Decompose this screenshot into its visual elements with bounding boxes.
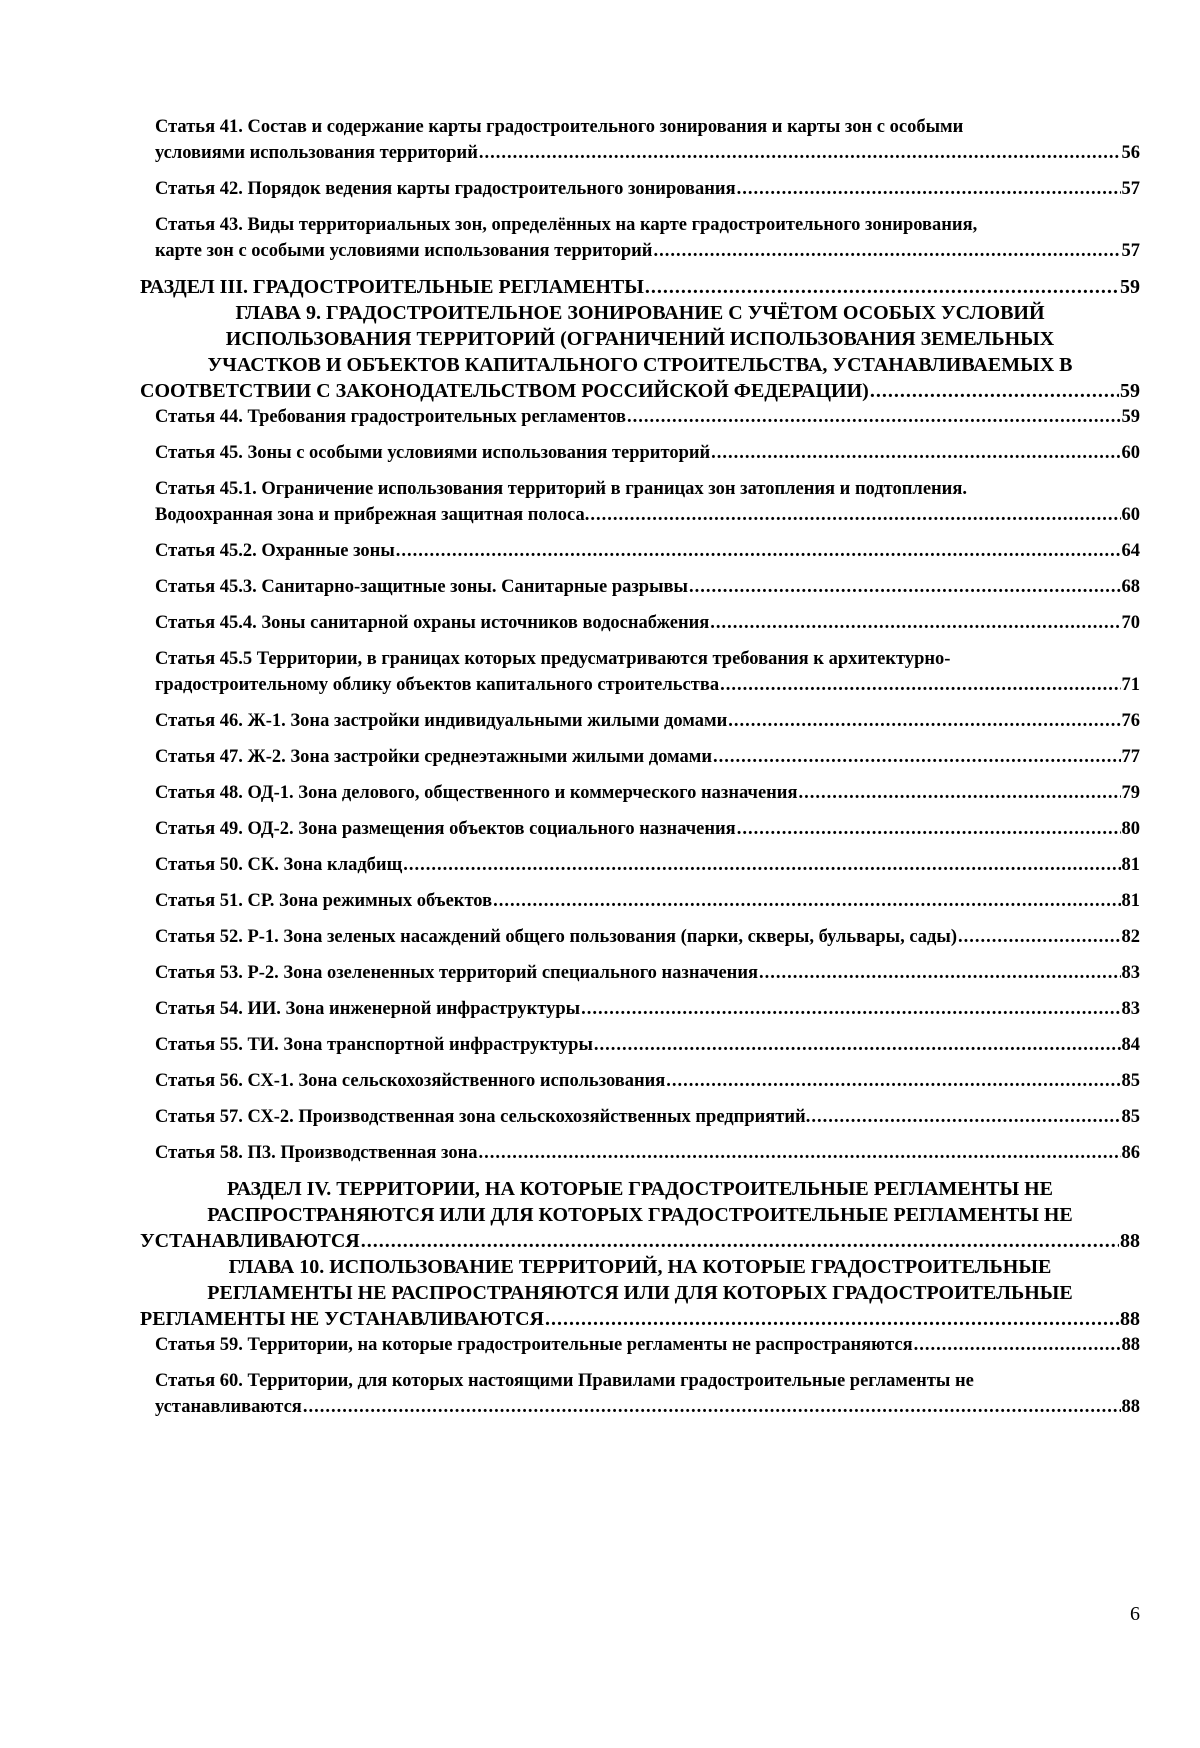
toc-entry-leader-line [140,274,1140,300]
dot-leader [396,538,1121,564]
dot-leader [710,610,1120,636]
dot-leader [666,1068,1120,1094]
dot-leader [581,996,1120,1022]
dot-leader [798,780,1120,806]
toc-entry-page-number: 77 [1121,747,1140,767]
toc-entry-title: Статья 55. ТИ. Зона транспортной инфраструктуры [155,1035,593,1055]
toc-entry-title-line: РАСПРОСТРАНЯЮТСЯ ИЛИ ДЛЯ КОТОРЫХ ГРАДОСТРОИТЕЛЬНЫЕ РЕГЛАМЕНТЫ НЕ [207,1204,1073,1226]
toc-entry-page-number: 83 [1121,999,1140,1019]
toc-entry[interactable] [140,1032,1140,1058]
toc-entry-page-number: 79 [1121,783,1140,803]
toc-entry-title: Статья 49. ОД-2. Зона размещения объектов социального назначения [155,819,736,839]
toc-entry[interactable] [140,538,1140,564]
toc-entry[interactable] [140,1068,1140,1094]
dot-leader [728,708,1120,734]
toc-entry-title-line: Статья 41. Состав и содержание карты градостроительного зонирования и карты зон с особыми [155,117,964,137]
toc-entry-title: Статья 52. Р-1. Зона зеленых насаждений общего пользования (парки, скверы, бульвары, сады) [155,927,957,947]
toc-entry-title: устанавливаются [155,1397,302,1417]
toc-entry-title: Статья 45.3. Санитарно-защитные зоны. Санитарные разрывы [155,577,688,597]
toc-entry[interactable] [140,274,1140,300]
toc-entry[interactable] [140,924,1140,950]
dot-leader [545,1306,1119,1332]
toc-entry-title-line: ГЛАВА 10. ИСПОЛЬЗОВАНИЕ ТЕРРИТОРИЙ, НА КОТОРЫЕ ГРАДОСТРОИТЕЛЬНЫЕ [228,1256,1052,1278]
toc-entry-title-line: ИСПОЛЬЗОВАНИЯ ТЕРРИТОРИЙ (ОГРАНИЧЕНИЙ ИСПОЛЬЗОВАНИЯ ЗЕМЕЛЬНЫХ [225,328,1055,350]
toc-entry-leader-line [155,140,1140,166]
toc-entry-leader-line [155,610,1140,636]
toc-entry-page-number: 59 [1121,407,1140,427]
toc-entry[interactable] [140,1368,1140,1420]
toc-entry-leader-line [155,960,1140,986]
dot-leader [711,440,1120,466]
toc-entry[interactable] [140,1140,1140,1166]
table-of-contents [140,114,1140,1430]
toc-entry[interactable] [140,1176,1140,1254]
toc-entry-leader-line [155,672,1140,698]
toc-entry-leader-line [155,574,1140,600]
page-number: 6 [1130,1603,1140,1625]
toc-entry-page-number: 80 [1121,819,1140,839]
dot-leader [645,274,1119,300]
toc-entry-leader-line [140,1228,1140,1254]
dot-leader [479,1140,1121,1166]
toc-entry-leader-line [155,852,1140,878]
toc-entry[interactable] [140,212,1140,264]
toc-entry-leader-line [155,1332,1140,1358]
toc-entry[interactable] [140,852,1140,878]
toc-entry[interactable] [140,996,1140,1022]
toc-entry-title-line: ГЛАВА 9. ГРАДОСТРОИТЕЛЬНОЕ ЗОНИРОВАНИЕ С УЧЁТОМ ОСОБЫХ УСЛОВИЙ [235,302,1045,324]
toc-entry-page-number: 85 [1121,1107,1140,1127]
toc-entry-leader-line [155,404,1140,430]
dot-leader [811,1104,1120,1130]
toc-entry-title: условиями использования территорий [155,143,478,163]
toc-entry-title: Статья 45. Зоны с особыми условиями использования территорий [155,443,711,463]
toc-entry[interactable] [140,404,1140,430]
toc-entry-page-number: 60 [1121,505,1140,525]
toc-entry[interactable] [140,300,1140,404]
toc-entry-leader-line [155,996,1140,1022]
toc-entry-leader-line [155,1104,1140,1130]
toc-entry-title: Статья 56. СХ-1. Зона сельскохозяйственного использования [155,1071,666,1091]
dot-leader [689,574,1121,600]
dot-leader [653,238,1120,264]
dot-leader [914,1332,1121,1358]
toc-entry-title-line: Статья 45.1. Ограничение использования территорий в границах зон затопления и подтопления. [155,479,967,499]
toc-entry-page-number: 64 [1121,541,1140,561]
toc-entry[interactable] [140,816,1140,842]
toc-entry-page-number: 81 [1121,855,1140,875]
toc-entry-title: Статья 50. СК. Зона кладбищ [155,855,403,875]
toc-entry-page-number: 85 [1121,1071,1140,1091]
dot-leader [737,176,1121,202]
toc-entry[interactable] [140,176,1140,202]
toc-entry-page-number: 71 [1121,675,1140,695]
toc-entry-leader-line [140,378,1140,404]
toc-entry-title-line: УЧАСТКОВ И ОБЪЕКТОВ КАПИТАЛЬНОГО СТРОИТЕЛЬСТВА, УСТАНАВЛИВАЕМЫХ В [207,354,1073,376]
dot-leader [361,1228,1119,1254]
toc-entry[interactable] [140,476,1140,528]
toc-entry-page-number: 56 [1121,143,1140,163]
toc-entry-title-line: РАЗДЕЛ IV. ТЕРРИТОРИИ, НА КОТОРЫЕ ГРАДОСТРОИТЕЛЬНЫЕ РЕГЛАМЕНТЫ НЕ [226,1178,1054,1200]
toc-entry-page-number: 57 [1121,241,1140,261]
dot-leader [870,378,1119,404]
toc-entry[interactable] [140,574,1140,600]
toc-entry-title: Статья 45.2. Охранные зоны [155,541,395,561]
toc-entry-page-number: 88 [1121,1335,1140,1355]
toc-entry-leader-line [155,1140,1140,1166]
toc-entry-title: УСТАНАВЛИВАЮТСЯ [140,1230,360,1252]
toc-entry-leader-line [155,1032,1140,1058]
toc-entry-page-number: 70 [1121,613,1140,633]
toc-entry-title: Статья 58. П3. Производственная зона [155,1143,478,1163]
toc-entry-page-number: 88 [1120,1230,1140,1252]
toc-entry-page-number: 76 [1121,711,1140,731]
toc-entry-title: Статья 51. СР. Зона режимных объектов [155,891,493,911]
toc-entry-leader-line [155,176,1140,202]
toc-entry-page-number: 86 [1121,1143,1140,1163]
toc-entry-title: РЕГЛАМЕНТЫ НЕ УСТАНАВЛИВАЮТСЯ [140,1308,544,1330]
toc-entry-title: РАЗДЕЛ III. ГРАДОСТРОИТЕЛЬНЫЕ РЕГЛАМЕНТЫ [140,276,644,298]
toc-entry-leader-line [155,888,1140,914]
toc-entry-leader-line [155,538,1140,564]
toc-entry[interactable] [140,440,1140,466]
dot-leader [479,140,1121,166]
dot-leader [713,744,1121,770]
toc-entry-title: Статья 47. Ж-2. Зона застройки среднеэтажными жилыми домами [155,747,712,767]
dot-leader [493,888,1120,914]
toc-entry-leader-line [155,924,1140,950]
toc-entry-title-line: Статья 43. Виды территориальных зон, определённых на карте градостроительного зонирования, [155,215,978,235]
dot-leader [590,502,1120,528]
toc-entry-leader-line [155,440,1140,466]
toc-entry[interactable] [140,960,1140,986]
toc-entry-title: Статья 54. ИИ. Зона инженерной инфраструктуры [155,999,581,1019]
toc-entry-title-line: Статья 60. Территории, для которых настоящими Правилами градостроительные регламенты не [155,1371,974,1391]
toc-entry-title: Водоохранная зона и прибрежная защитная полоса. [155,505,590,525]
toc-entry[interactable] [140,1104,1140,1130]
toc-entry-page-number: 81 [1121,891,1140,911]
toc-entry-title: градостроительному облику объектов капитального строительства [155,675,720,695]
toc-entry-page-number: 84 [1121,1035,1140,1055]
toc-entry-title: Статья 53. Р-2. Зона озелененных территорий специального назначения [155,963,759,983]
toc-entry[interactable] [140,610,1140,636]
dot-leader [627,404,1121,430]
dot-leader [594,1032,1121,1058]
toc-entry-leader-line [155,744,1140,770]
dot-leader [303,1394,1121,1420]
toc-entry[interactable] [140,708,1140,734]
toc-entry[interactable] [140,114,1140,166]
toc-entry-page-number: 60 [1121,443,1140,463]
toc-entry-title-line: Статья 45.5 Территории, в границах которых предусматриваются требования к архитектурно- [155,649,951,669]
dot-leader [737,816,1121,842]
toc-entry-title: СООТВЕТСТВИИ С ЗАКОНОДАТЕЛЬСТВОМ РОССИЙСКОЙ ФЕДЕРАЦИИ) [140,380,869,402]
toc-entry-leader-line [155,780,1140,806]
toc-entry-leader-line [155,238,1140,264]
dot-leader [720,672,1120,698]
toc-entry[interactable] [140,780,1140,806]
toc-entry-title: Статья 59. Территории, на которые градостроительные регламенты не распространяются [155,1335,913,1355]
toc-entry-title: Статья 45.4. Зоны санитарной охраны источников водоснабжения [155,613,710,633]
toc-entry[interactable] [140,1332,1140,1358]
toc-entry-leader-line [155,502,1140,528]
toc-entry-page-number: 57 [1121,179,1140,199]
toc-entry-title: Статья 57. СХ-2. Производственная зона сельскохозяйственных предприятий. [155,1107,811,1127]
toc-entry-leader-line [140,1306,1140,1332]
toc-entry-leader-line [155,816,1140,842]
toc-entry[interactable] [140,888,1140,914]
dot-leader [958,924,1121,950]
toc-entry-title: Статья 48. ОД-1. Зона делового, общественного и коммерческого назначения [155,783,798,803]
toc-entry-page-number: 59 [1120,276,1140,298]
dot-leader [759,960,1120,986]
toc-entry-title: Статья 44. Требования градостроительных регламентов [155,407,626,427]
toc-entry-page-number: 59 [1120,380,1140,402]
toc-entry-title: карте зон с особыми условиями использования территорий [155,241,653,261]
toc-entry-page-number: 83 [1121,963,1140,983]
toc-entry-page-number: 82 [1121,927,1140,947]
toc-entry-leader-line [155,1394,1140,1420]
toc-entry[interactable] [140,1254,1140,1332]
toc-entry[interactable] [140,744,1140,770]
toc-entry-title-line: РЕГЛАМЕНТЫ НЕ РАСПРОСТРАНЯЮТСЯ ИЛИ ДЛЯ КОТОРЫХ ГРАДОСТРОИТЕЛЬНЫЕ [207,1282,1073,1304]
toc-entry-page-number: 88 [1121,1397,1140,1417]
toc-entry-title: Статья 46. Ж-1. Зона застройки индивидуальными жилыми домами [155,711,728,731]
toc-entry-leader-line [155,708,1140,734]
toc-entry-page-number: 68 [1121,577,1140,597]
dot-leader [403,852,1120,878]
toc-entry[interactable] [140,646,1140,698]
toc-entry-title: Статья 42. Порядок ведения карты градостроительного зонирования [155,179,736,199]
toc-entry-leader-line [155,1068,1140,1094]
toc-entry-page-number: 88 [1120,1308,1140,1330]
